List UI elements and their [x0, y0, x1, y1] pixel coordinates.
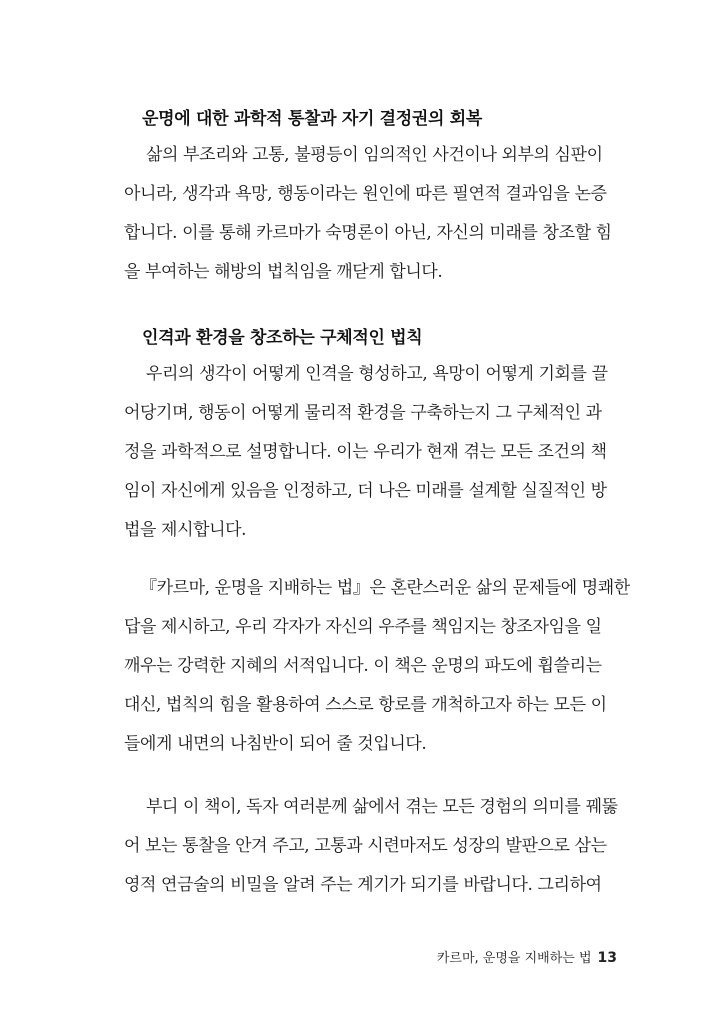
section-heading: 인격과 환경을 창조하는 구체적인 법칙: [142, 328, 423, 348]
text-line: 깨우는 강력한 지혜의 서적입니다. 이 책은 운명의 파도에 휩쓸리는: [124, 656, 602, 676]
text-line: 아니라, 생각과 욕망, 행동이라는 원인에 따른 필연적 결과임을 논증: [124, 184, 607, 204]
text-line: 부디 이 책이, 독자 여러분께 삶에서 겪는 모든 경험의 의미를 꿰뚫: [146, 797, 618, 817]
text-line: 대신, 법칙의 힘을 활용하여 스스로 항로를 개척하고자 하는 모든 이: [124, 695, 607, 715]
text-line: 삶의 부조리와 고통, 불평등이 임의적인 사건이나 외부의 심판이: [146, 145, 603, 165]
text-line: 『카르마, 운명을 지배하는 법』은 혼란스러운 삶의 문제들에 명쾌한: [140, 578, 630, 598]
text-line: 어당기며, 행동이 어떻게 물리적 환경을 구축하는지 그 구체적인 과: [124, 403, 602, 423]
text-line: 을 부여하는 해방의 법칙임을 깨닫게 합니다.: [124, 262, 443, 282]
page-footer: [437, 947, 617, 966]
text-line: 임이 자신에게 있음을 인정하고, 더 나은 미래를 설계할 실질적인 방: [124, 481, 607, 501]
text-line: 답을 제시하고, 우리 각자가 자신의 우주를 책임지는 창조자임을 일: [124, 617, 602, 637]
section-heading: 운명에 대한 과학적 통찰과 자기 결정권의 회복: [142, 109, 483, 129]
page-number: 13: [597, 950, 617, 966]
text-line: 우리의 생각이 어떻게 인격을 형성하고, 욕망이 어떻게 기회를 끌: [146, 364, 608, 384]
text-line: 정을 과학적으로 설명합니다. 이는 우리가 현재 겪는 모든 조건의 책: [124, 442, 607, 462]
text-line: 영적 연금술의 비밀을 알려 주는 계기가 되기를 바랍니다. 그리하여: [124, 875, 602, 895]
running-title: 카르마, 운명을 지배하는 법: [436, 951, 592, 966]
text-line: 합니다. 이를 통해 카르마가 숙명론이 아닌, 자신의 미래를 창조할 힘: [124, 223, 612, 243]
text-line: 들에게 내면의 나침반이 되어 줄 것입니다.: [124, 734, 427, 754]
text-line: 어 보는 통찰을 안겨 주고, 고통과 시련마저도 성장의 발판으로 삼는: [124, 836, 607, 856]
text-line: 법을 제시합니다.: [124, 520, 247, 540]
